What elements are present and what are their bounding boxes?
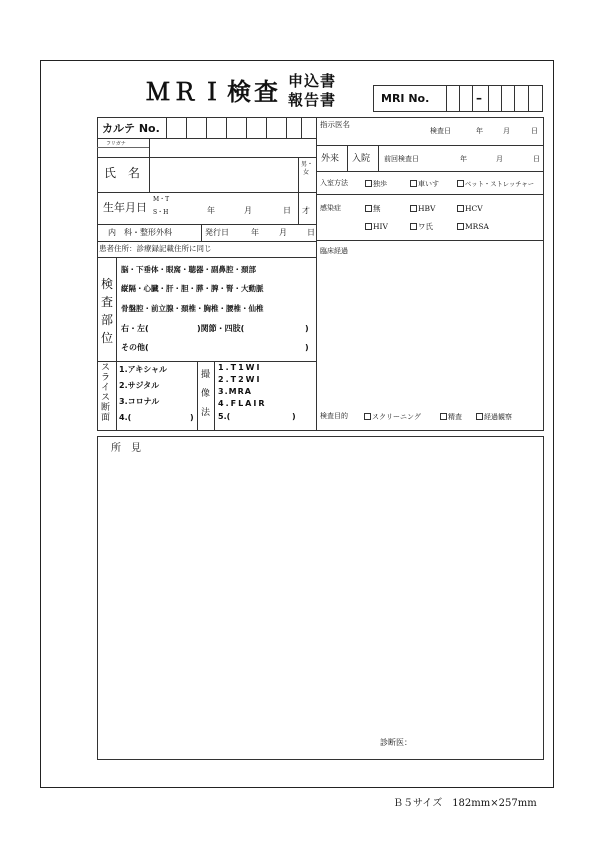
- inpatient-label: 入院: [352, 154, 371, 164]
- exam-purpose-label: 検査目的: [320, 412, 348, 420]
- entry-walk[interactable]: 独歩: [365, 180, 387, 188]
- dob-year: 年: [207, 206, 215, 215]
- body-part-row-2: 縦隔・心臓・肝・胆・膵・脾・腎・大動脈: [121, 284, 264, 293]
- age-label: 才: [302, 206, 310, 215]
- detail-checkbox[interactable]: [440, 413, 447, 420]
- method-item-1: 1.T1WI: [218, 363, 262, 372]
- paper-size-note: Ｂ５サイズ 182mm×257mm: [393, 798, 537, 809]
- address-label: 患者住所：診療録記載住所に同じ: [99, 244, 212, 253]
- wheelchair-checkbox[interactable]: [410, 180, 417, 187]
- hiv-checkbox[interactable]: [365, 223, 372, 230]
- screening-checkbox[interactable]: [364, 413, 371, 420]
- method-item-5-close: ): [292, 412, 296, 421]
- karte-no-label: カルテ No.: [102, 122, 160, 135]
- findings-box[interactable]: [97, 436, 544, 760]
- followup-checkbox[interactable]: [476, 413, 483, 420]
- bed-checkbox[interactable]: [457, 180, 464, 187]
- exam-day: 日: [531, 127, 538, 135]
- hbv-checkbox[interactable]: [410, 205, 417, 212]
- purpose-screening[interactable]: スクリーニング: [364, 413, 421, 421]
- form-title-apply: 申込書: [288, 72, 337, 90]
- slice-item-1: 1.アキシャル: [119, 365, 168, 374]
- body-part-row-1: 脳・下垂体・眼窩・聴器・副鼻腔・頚部: [121, 265, 256, 274]
- entry-bed[interactable]: ベット・ストレッチャー: [457, 180, 534, 188]
- body-part-title: 検査部位: [101, 277, 114, 345]
- method-item-2: 2.T2WI: [218, 375, 262, 384]
- mri-no-label: MRI No.: [381, 92, 430, 105]
- exam-month: 月: [503, 127, 510, 135]
- slice-item-2: 2.サジタル: [119, 381, 160, 390]
- body-part-row-4c: ): [305, 324, 309, 333]
- doctor-label: 指示医名: [320, 120, 350, 129]
- issue-date-label: 発行日: [205, 228, 229, 237]
- infection-none[interactable]: 無: [365, 205, 381, 213]
- request-table: [97, 117, 544, 431]
- dob-month: 月: [244, 206, 252, 215]
- prev-exam-year: 年: [460, 155, 467, 163]
- slice-item-4-close: ): [190, 413, 194, 422]
- dob-label: 生年月日: [103, 201, 147, 214]
- issue-year: 年: [251, 228, 259, 237]
- infection-hiv[interactable]: HIV: [365, 223, 388, 231]
- prev-exam-day: 日: [533, 155, 540, 163]
- form-title: ＭＲＩ検査: [146, 78, 281, 106]
- infection-mrsa[interactable]: MRSA: [457, 223, 489, 231]
- outpatient-label: 外来: [321, 154, 340, 164]
- prev-exam-label: 前回検査日: [384, 155, 419, 163]
- dept-label: 内 科・整形外科: [108, 228, 172, 237]
- exam-year: 年: [476, 127, 483, 135]
- era-mt: M・T: [153, 196, 170, 203]
- mrsa-checkbox[interactable]: [457, 223, 464, 230]
- infection-hbv[interactable]: HBV: [410, 205, 435, 213]
- issue-day: 日: [307, 228, 315, 237]
- sex-label: 男・女: [301, 161, 314, 176]
- body-part-row-5b: ): [305, 343, 309, 352]
- furigana-label: フリガナ: [106, 141, 126, 147]
- clinical-course-label: 臨床経過: [320, 247, 348, 255]
- entry-wheelchair[interactable]: 車いす: [410, 180, 439, 188]
- entry-method-label: 入室方法: [320, 179, 348, 187]
- body-part-row-4b: )関節・四肢(: [197, 324, 245, 333]
- hcv-checkbox[interactable]: [457, 205, 464, 212]
- mri-no-dash: –: [476, 91, 482, 105]
- walk-checkbox[interactable]: [365, 180, 372, 187]
- form-title-report: 報告書: [288, 91, 337, 109]
- purpose-detail[interactable]: 精査: [440, 413, 462, 421]
- era-sh: S・H: [153, 209, 169, 216]
- slice-item-3: 3.コロナル: [119, 397, 160, 406]
- prev-exam-month: 月: [496, 155, 503, 163]
- purpose-followup[interactable]: 経過観察: [476, 413, 512, 421]
- issue-month: 月: [279, 228, 287, 237]
- method-item-5: 5.(: [218, 412, 231, 421]
- slice-item-4: 4.(: [119, 413, 132, 422]
- none-checkbox[interactable]: [365, 205, 372, 212]
- findings-label: 所 見: [111, 443, 141, 454]
- method-item-3: 3.MRA: [218, 387, 252, 396]
- body-part-row-3: 骨盤腔・前立腺・頚椎・胸椎・腰椎・仙椎: [121, 304, 264, 313]
- body-part-row-5a: その他(: [121, 343, 149, 352]
- dob-day: 日: [283, 206, 291, 215]
- infection-label: 感染症: [320, 204, 341, 212]
- method-title: 撮像法: [201, 370, 211, 418]
- infection-hcv[interactable]: HCV: [457, 205, 483, 213]
- slice-title: スライス断面: [101, 363, 111, 423]
- name-label: 氏 名: [104, 166, 141, 180]
- body-part-row-4a: 右・左(: [121, 324, 149, 333]
- method-item-4: 4.FLAIR: [218, 399, 267, 408]
- exam-date-label: 検査日: [430, 127, 451, 135]
- infection-wa[interactable]: ワ氏: [410, 223, 433, 231]
- diagnosing-doctor-label: 診断医：: [380, 738, 412, 747]
- wa-checkbox[interactable]: [410, 223, 417, 230]
